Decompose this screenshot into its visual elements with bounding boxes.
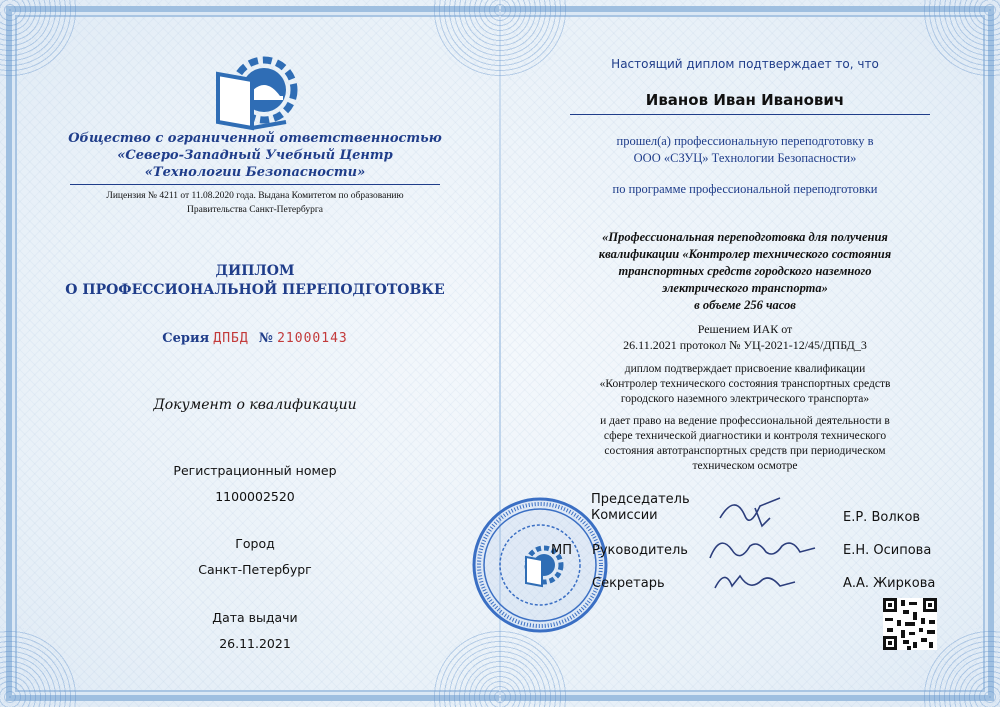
reg-value: 1100002520 <box>215 489 295 504</box>
license-line-2: Правительства Санкт-Петербурга <box>187 205 323 215</box>
decision-text <box>530 321 960 353</box>
signatures <box>700 488 830 608</box>
logo-helmet-gear-icon <box>212 54 302 132</box>
head-label: Руководитель <box>592 543 688 558</box>
passed-line-1: прошел(а) профессиональную переподготовку в <box>616 134 874 148</box>
divider <box>70 184 440 185</box>
program-label: по программе профессиональной переподготовки <box>612 182 878 196</box>
chair-label <box>591 492 690 524</box>
license-text <box>40 189 470 217</box>
decision-line-1: Решением ИАК от <box>697 322 793 336</box>
series-value: ДПБД <box>213 331 249 346</box>
rights-line-3: состояния автотранспортных средств при периодическом <box>604 445 886 457</box>
chair-name: Е.Р. Волков <box>843 510 921 525</box>
title-line-1: ДИПЛОМ <box>215 263 295 279</box>
recipient-name: Иванов Иван Иванович <box>645 91 845 109</box>
decision-line-2: 26.11.2021 протокол № УЦ-2021-12/45/ДПБД_3 <box>623 338 867 352</box>
number-value: 21000143 <box>277 331 348 346</box>
rights-line-1: и дает право на ведение профессиональной деятельности в <box>600 415 890 427</box>
city-block <box>40 531 470 583</box>
mp-label: МП <box>551 543 572 558</box>
program-line-5: в объеме 256 часов <box>694 298 796 312</box>
chair-label-1: Председатель <box>591 492 690 507</box>
program-line-4: электрического транспорта» <box>662 281 828 295</box>
org-line-2: «Северо-Западный Учебный Центр <box>117 148 393 163</box>
title-line-2: О ПРОФЕССИОНАЛЬНОЙ ПЕРЕПОДГОТОВКЕ <box>65 282 445 298</box>
city-label: Город <box>235 536 275 551</box>
series-row <box>40 331 470 346</box>
seal-stamp-icon <box>470 495 610 635</box>
confirm-text: Настоящий диплом подтверждает то, что <box>611 57 879 71</box>
qual-line-1: диплом подтверждает присвоение квалификации <box>624 363 866 375</box>
qual-line-3: городского наземного электрического транспорта» <box>620 393 870 405</box>
secretary-name: А.А. Жиркова <box>843 576 936 591</box>
registration-block <box>40 458 470 510</box>
series-label: Серия <box>162 331 210 346</box>
program-line-3: транспортных средств городского наземного <box>618 264 872 278</box>
program-line-2: квалификации «Контролер технического состояния <box>598 247 892 261</box>
rights-line-4: техническом осмотре <box>692 460 798 472</box>
program-name <box>530 229 960 314</box>
rights-line-2: сфере технической диагностики и контроля технического <box>603 430 887 442</box>
number-label: № <box>258 331 273 346</box>
diploma-title <box>40 262 470 300</box>
rights-text <box>530 414 960 474</box>
secretary-label: Секретарь <box>592 576 665 591</box>
org-line-1: Общество с ограниченной ответственностью <box>68 131 442 146</box>
city-value: Санкт-Петербург <box>198 562 312 577</box>
head-name: Е.Н. Осипова <box>843 543 932 558</box>
chair-signature <box>720 498 780 526</box>
passed-line-2: ООО «СЗУЦ» Технологии Безопасности» <box>633 151 857 165</box>
reg-label: Регистрационный номер <box>173 463 337 478</box>
date-block <box>40 605 470 657</box>
chair-label-2: Комиссии <box>591 508 658 523</box>
qualification-text <box>530 362 960 407</box>
date-value: 26.11.2021 <box>219 636 291 651</box>
program-line-1: «Профессиональная переподготовка для получения <box>602 230 888 244</box>
license-line-1: Лицензия № 4211 от 11.08.2020 года. Выдана Комитетом по образованию <box>106 191 404 201</box>
document-type: Документ о квалификации <box>153 397 357 413</box>
name-underline <box>570 114 930 115</box>
qr-code-icon <box>883 598 937 650</box>
date-label: Дата выдачи <box>212 610 298 625</box>
org-line-3: «Технологии Безопасности» <box>144 165 366 180</box>
head-signature <box>710 543 815 558</box>
qual-line-2: «Контролер технического состояния транспортных средств <box>599 378 891 390</box>
organization-name <box>40 130 470 181</box>
secretary-signature <box>715 576 795 588</box>
passed-text <box>530 133 960 167</box>
